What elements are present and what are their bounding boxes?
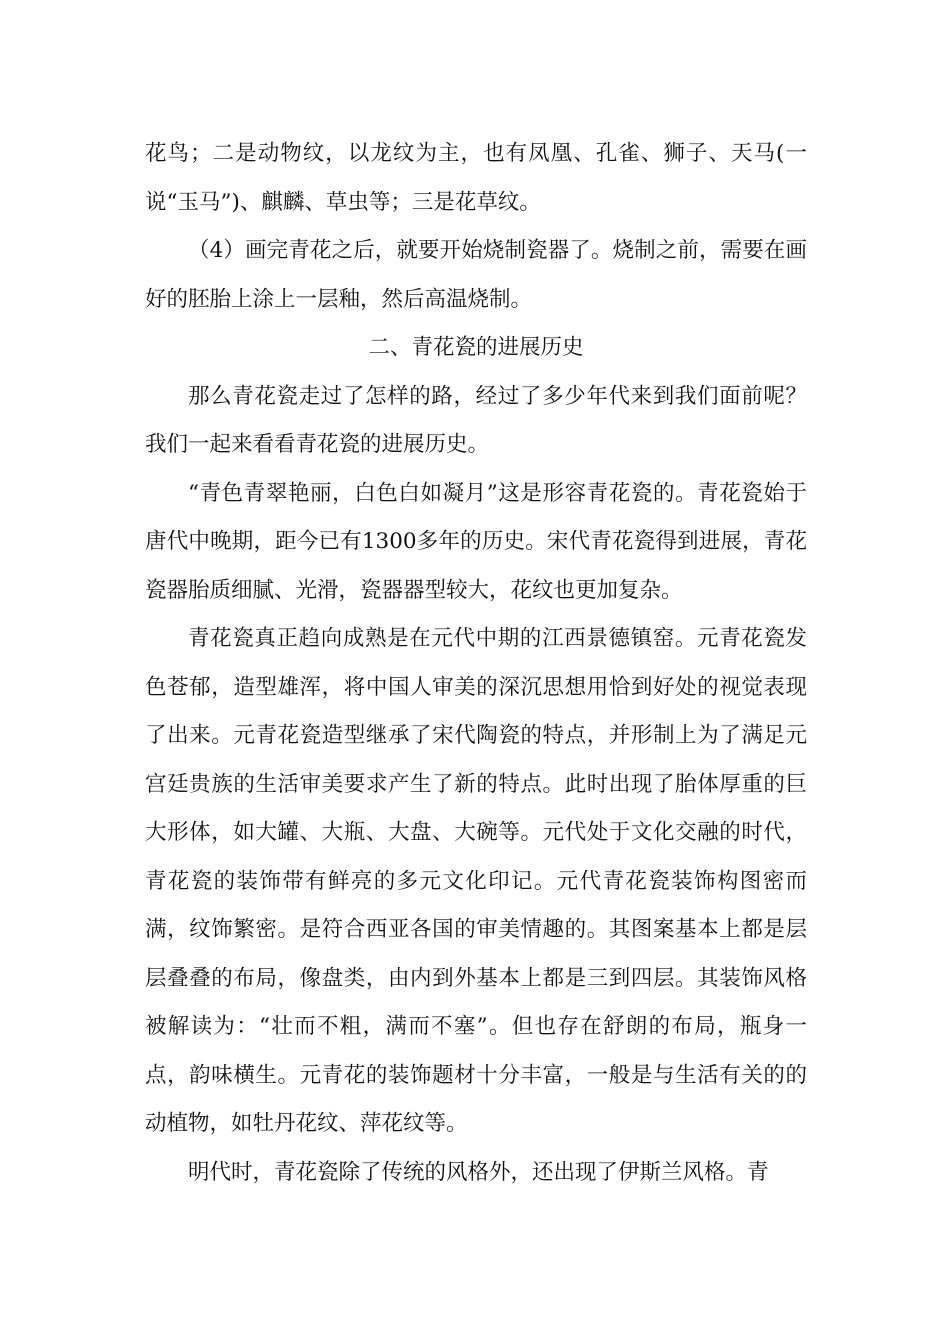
document-body — [145, 130, 807, 1197]
paragraph-decoration-themes: 花鸟；二是动物纹，以龙纹为主，也有凤凰、孔雀、狮子、天马(一说“玉马”)、麒麟、草虫等；三是花草纹。 — [145, 141, 807, 215]
paragraph-yuan-dynasty: 青花瓷真正趋向成熟是在元代中期的江西景德镇窑。元青花瓷发色苍郁，造型雄浑，将中国人审美的深沉思想用恰到好处的视觉表现了出来。元青花瓷造型继承了宋代陶瓷的特点，并形制上为了满足元宫廷贵族的生活审美要求产生了新的特点。此时出现了胎体厚重的巨大形体，如大罐、大瓶、大盘、大碗等。元代处于文化交融的时代，青花瓷的装饰带有鲜亮的多元文化印记。元代青花瓷装饰构图密而满，纹饰繁密。是符合西亚各国的审美情趣的。其图案基本上都是层层叠叠的布局，像盘类，由内到外基本上都是三到四层。其装饰风格被解读为：“壮而不粗，满而不塞”。但也存在舒朗的布局，瓶身一点，韵味横生。元青花的装饰题材十分丰富，一般是与生活有关的的动植物，如牡丹花纹、萍花纹等。 — [145, 626, 807, 1136]
paragraph-ming-dynasty: 明代时，青花瓷除了传统的风格外，还出现了伊斯兰风格。青 — [188, 1159, 769, 1185]
paragraph-firing-step: （4）画完青花之后，就要开始烧制瓷器了。烧制之前，需要在画好的胚胎上涂上一层釉，然后高温烧制。 — [145, 238, 807, 312]
paragraph-origin: “青色青翠艳丽，白色白如凝月”这是形容青花瓷的。青花瓷始于唐代中晚期，距今已有1300多年的历史。宋代青花瓷得到进展，青花瓷器胎质细腻、光滑，瓷器器型较大，花纹也更加复杂。 — [145, 480, 807, 603]
paragraph-intro-question: 那么青花瓷走过了怎样的路，经过了多少年代来到我们面前呢？我们一起来看看青花瓷的进展历史。 — [145, 383, 807, 457]
section-heading: 二、青花瓷的进展历史 — [368, 335, 584, 360]
